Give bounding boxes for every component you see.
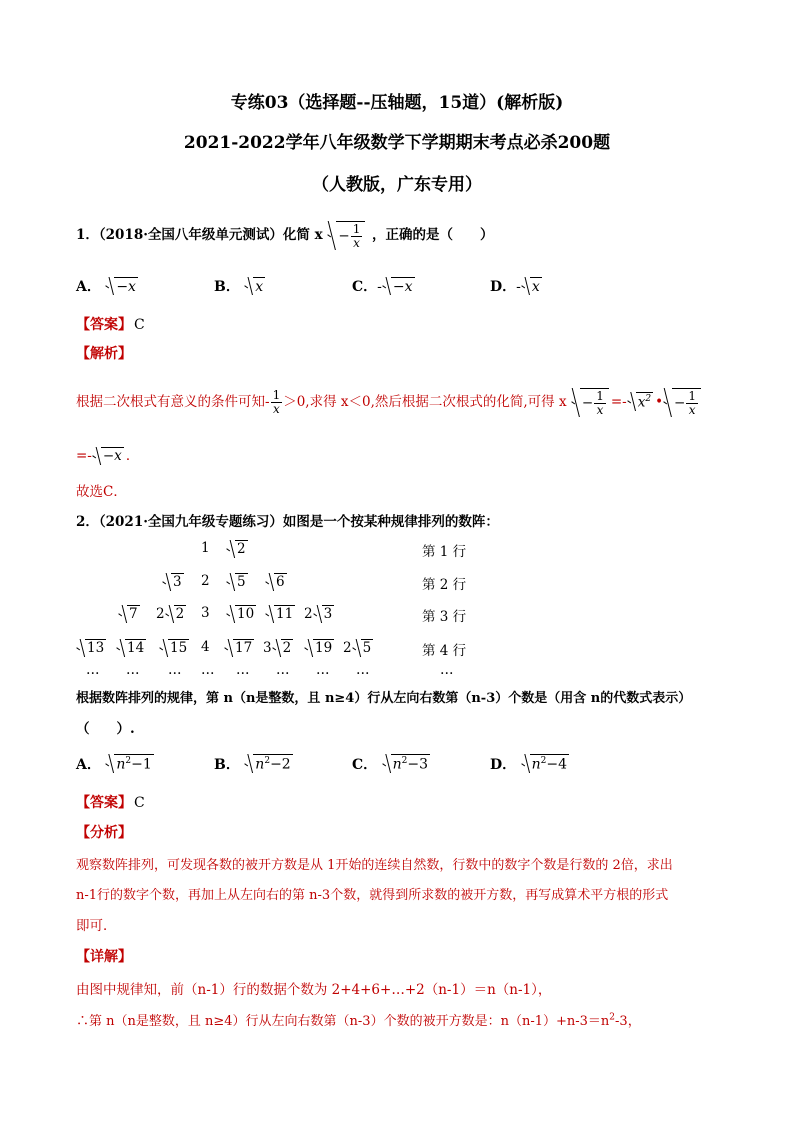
q2-option-b[interactable]: B． $n^2-2$ <box>214 756 291 773</box>
matrix-cell: 2 <box>201 573 210 589</box>
q2-detail-line1: 由图中规律知，前（n-1）行的数据个数为 2+4+6+…+2（n-1）＝n（n-1）， <box>76 982 552 998</box>
q2-analysis-line2: n-1行的数字个数，再加上从左向右的第 n-3个数，就得到所求数的被开方数，再写成算术平方根的形式 <box>76 888 669 903</box>
matrix-cell: 5 <box>226 573 250 591</box>
ellipsis: … <box>126 662 140 678</box>
q1-option-c[interactable]: C．- −x <box>352 279 413 295</box>
matrix-cell: 2 3 <box>304 606 333 622</box>
q2-question-line1: 根据数阵排列的规律，第 n（n是整数，且 n≥4）行从左向右数第（n-3）个数是（用含 n的代数式表示） <box>76 691 692 706</box>
matrix-cell: 17 <box>224 639 256 657</box>
row-label-3: 第 3 行 <box>422 609 467 625</box>
ellipsis: … <box>276 662 290 678</box>
matrix-cell: 4 <box>201 639 210 655</box>
q2-stem: 2．（2021·全国九年级专题练习）如图是一个按某种规律排列的数阵： <box>76 514 499 530</box>
matrix-cell: 3 2 <box>263 640 292 656</box>
row-label-4: 第 4 行 <box>422 643 467 659</box>
q2-option-a[interactable]: A． $n^2-1$ <box>76 756 152 773</box>
matrix-cell: 2 2 <box>156 606 185 622</box>
q2-option-c[interactable]: C． $n^2-3$ <box>352 756 429 773</box>
title-line-2: 2021-2022学年八年级数学下学期期末考点必杀200题 <box>183 133 611 153</box>
q1-stem: 1．（2018·全国八年级单元测试）化简 x − $\frac{1}{x}$ ，正确的是（ ） <box>76 222 494 251</box>
matrix-cell: 11 <box>265 605 297 623</box>
matrix-cell: 3 <box>201 605 210 621</box>
q2-question-line2: （ ）. <box>76 721 135 737</box>
q1-conclusion: 故选C． <box>76 484 127 500</box>
ellipsis: … <box>440 662 454 678</box>
ellipsis: … <box>236 662 250 678</box>
matrix-cell: 15 <box>159 639 191 657</box>
q1-analysis-line2: =- −x ． <box>76 448 140 464</box>
q1-analysis-tag: 【解析】 <box>76 346 132 362</box>
q1-option-b[interactable]: B． x <box>214 279 264 295</box>
q2-detail-line2: ∴第 n（n是整数，且 n≥4）行从左向右数第（n-3）个数的被开方数是：$n(n-1)+n-3=n^2-3$， <box>76 1012 641 1029</box>
q2-option-d[interactable]: D． $n^2-4$ <box>490 756 567 773</box>
matrix-cell: 13 <box>76 639 108 657</box>
matrix-cell: 2 5 <box>343 640 372 656</box>
matrix-cell: 19 <box>304 639 336 657</box>
row-label-2: 第 2 行 <box>422 577 467 593</box>
ellipsis: … <box>168 662 182 678</box>
q1-analysis-line1: 根据二次根式有意义的条件可知- $\frac{1}{x}$ ＞0,求得 x＜0,然后根据二次根式的化简,可得 x − $\frac{1}{x}$ =- $x^2$ • − $\frac{1}{x}$ <box>76 388 703 417</box>
matrix-cell: 10 <box>226 605 258 623</box>
matrix-cell: 2 <box>226 540 250 558</box>
q1-option-d[interactable]: D．- x <box>490 279 540 295</box>
title-line-1: 专练03（选择题--压轴题，15道）(解析版) <box>230 93 564 113</box>
ellipsis: … <box>201 662 215 678</box>
ellipsis: … <box>86 662 100 678</box>
ellipsis: … <box>316 662 330 678</box>
q2-answer: 【答案】 C <box>76 795 145 811</box>
q2-detail-tag: 【详解】 <box>76 949 132 965</box>
matrix-cell: 14 <box>116 639 148 657</box>
matrix-cell: 7 <box>118 605 142 623</box>
matrix-cell: 1 <box>201 540 210 556</box>
ellipsis: … <box>356 662 370 678</box>
q1-radical: − $\frac{1}{x}$ <box>327 221 365 250</box>
q2-analysis-tag: 【分析】 <box>76 825 132 841</box>
title-line-3: （人教版，广东专用） <box>312 175 482 195</box>
matrix-cell: 6 <box>265 573 289 591</box>
q1-answer: 【答案】 C <box>76 317 145 333</box>
matrix-cell: 3 <box>162 573 186 591</box>
q1-option-a[interactable]: A． −x <box>76 279 136 295</box>
q2-analysis-line3: 即可． <box>76 918 117 934</box>
q2-analysis-line1: 观察数阵排列，可发现各数的被开方数是从 1开始的连续自然数，行数中的数字个数是行数的 2倍，求出 <box>76 858 673 873</box>
row-label-1: 第 1 行 <box>422 544 467 560</box>
